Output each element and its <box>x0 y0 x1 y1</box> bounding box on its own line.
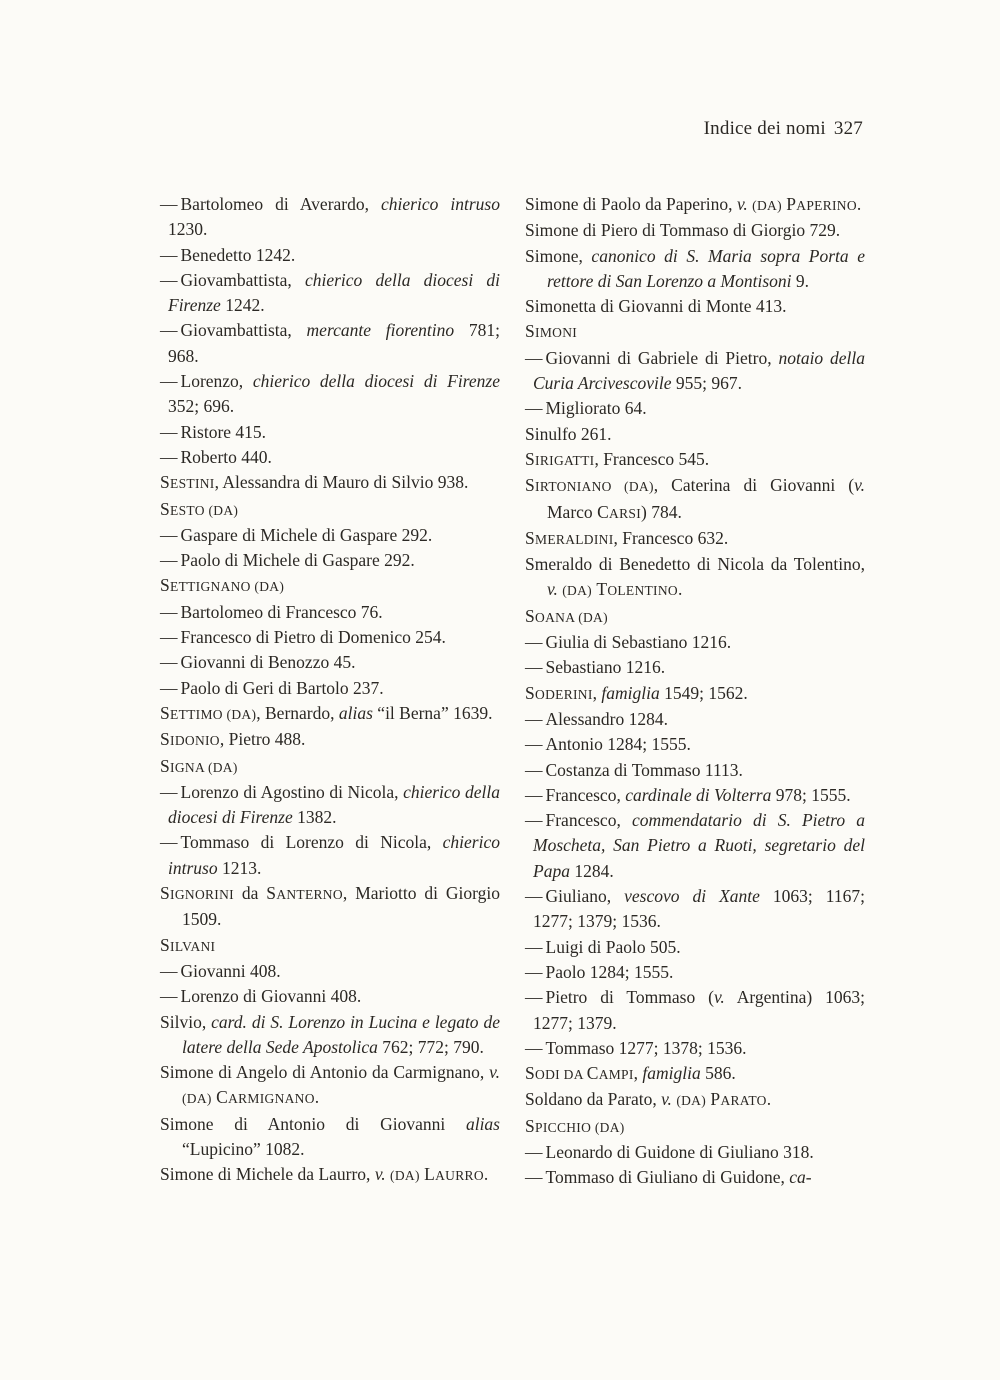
subentry-dash: — <box>160 524 178 545</box>
index-entry <box>525 1061 865 1087</box>
entry-text: SILVANI <box>160 934 216 955</box>
entry-text: Simone di Antonio di Giovanni <box>160 1113 466 1134</box>
subentry-dash: — <box>525 1141 543 1162</box>
subentry-dash: — <box>160 986 178 1007</box>
subentry-dash: — <box>525 1037 543 1058</box>
index-subentry <box>160 830 500 881</box>
index-subentry <box>525 346 865 397</box>
index-entry <box>525 218 865 243</box>
entry-text: 781; 968. <box>168 320 500 366</box>
entry-text: commendatario di S. Pietro a Moscheta, San Pietro a Ruoti, segretario del Papa <box>533 810 865 881</box>
index-subentry <box>525 630 865 655</box>
entry-text: , <box>592 682 602 703</box>
header-title: Indice dei nomi <box>703 118 826 139</box>
entry-text: v. <box>713 987 725 1008</box>
entry-text: Benedetto 1242. <box>180 244 296 265</box>
entry-text: , <box>633 1063 643 1084</box>
entry-text: SANTERNO <box>266 883 343 904</box>
index-subentry <box>160 780 500 831</box>
index-subentry <box>525 985 865 1036</box>
entry-text: Paolo di Michele di Gaspare 292. <box>180 550 415 571</box>
index-subentry <box>160 192 500 243</box>
index-subentry <box>160 243 500 268</box>
entry-text: SIRTONIANO (DA) <box>525 475 654 496</box>
index-entry <box>525 192 865 218</box>
entry-text: SODI DA CAMPI <box>525 1063 634 1084</box>
index-entry <box>160 573 500 599</box>
subentry-dash: — <box>160 677 178 698</box>
index-column-left <box>160 192 500 1189</box>
subentry-dash: — <box>525 398 543 419</box>
index-subentry <box>160 548 500 573</box>
entry-text: v. <box>661 1089 672 1110</box>
entry-text: Soldano da Parato, <box>525 1089 662 1110</box>
index-entry <box>160 1112 500 1163</box>
subentry-dash: — <box>160 781 178 802</box>
entry-text: SETTIMO (DA) <box>160 702 257 723</box>
entry-text: , Alessandra di Mauro di Silvio 938. <box>214 472 469 493</box>
index-entry <box>525 1114 865 1140</box>
entry-text: (DA) <box>182 1091 212 1107</box>
index-entry <box>160 933 500 959</box>
entry-text: Paolo 1284; 1555. <box>545 961 674 982</box>
entry-text: Lorenzo di Giovanni 408. <box>180 986 362 1007</box>
subentry-dash: — <box>160 446 178 467</box>
subentry-dash: — <box>525 708 543 729</box>
index-entry <box>525 604 865 630</box>
entry-text: v. <box>374 1164 386 1185</box>
entry-text: 1549; 1562. <box>659 682 748 703</box>
entry-text: (DA) <box>562 583 592 599</box>
page-number: 327 <box>833 118 863 139</box>
entry-text: Alessandro 1284. <box>545 708 668 729</box>
index-subentry <box>525 707 865 732</box>
index-column-right <box>525 192 865 1191</box>
entry-text: 1242. <box>220 295 265 316</box>
index-subentry <box>160 676 500 701</box>
entry-text: , Francesco 545. <box>594 448 710 469</box>
entry-text: Simonetta di Giovanni di Monte 413. <box>525 296 787 317</box>
index-subentry <box>160 268 500 319</box>
index-entry <box>160 1010 500 1061</box>
entry-text: Giuliano, <box>545 886 625 907</box>
entry-text: SIDONIO <box>160 729 220 750</box>
subentry-dash: — <box>525 961 543 982</box>
index-subentry <box>525 732 865 757</box>
index-entry <box>160 727 500 753</box>
entry-text: SIGNORINI <box>160 883 234 904</box>
entry-text: 1284. <box>569 860 614 881</box>
subentry-dash: — <box>525 886 543 907</box>
index-entry <box>160 754 500 780</box>
index-subentry <box>525 758 865 783</box>
subentry-dash: — <box>525 936 543 957</box>
subentry-dash: — <box>160 269 178 290</box>
index-entry <box>160 881 500 933</box>
entry-text: Silvio, <box>160 1011 212 1032</box>
entry-text: Giovambattista, <box>180 320 307 341</box>
entry-text: ca- <box>789 1167 812 1188</box>
index-subentry <box>160 959 500 984</box>
entry-text: “Lupicino” 1082. <box>182 1138 305 1159</box>
index-subentry <box>525 960 865 985</box>
entry-text: . <box>483 1164 489 1185</box>
subentry-dash: — <box>160 320 178 341</box>
entry-text: CARMIGNANO <box>216 1087 315 1108</box>
subentry-dash: — <box>525 810 543 831</box>
entry-text: chierico intruso <box>168 832 500 878</box>
entry-text: card. di S. Lorenzo in Lucina e legato de latere della Sede Apostolica <box>182 1011 500 1057</box>
entry-text: SIGNA (DA) <box>160 755 238 776</box>
index-subentry <box>160 650 500 675</box>
index-subentry <box>160 523 500 548</box>
entry-text: da <box>233 883 267 904</box>
entry-text: Roberto 440. <box>180 446 272 467</box>
index-subentry <box>525 396 865 421</box>
entry-text: (DA) <box>752 198 782 213</box>
entry-text: SESTINI <box>160 472 215 493</box>
entry-text: 978; 1555. <box>771 784 851 805</box>
entry-text: 955; 967. <box>671 373 743 394</box>
entry-text: Sinulfo 261. <box>525 423 612 444</box>
entry-text: (DA) <box>676 1093 707 1109</box>
index-entry <box>160 497 500 523</box>
entry-text: Giovambattista, <box>180 269 305 290</box>
index-entry <box>160 470 500 496</box>
subentry-dash: — <box>525 657 543 678</box>
entry-text: chierico della diocesi di Firenze <box>168 269 500 316</box>
index-subentry <box>525 884 865 935</box>
index-entry <box>525 1087 865 1113</box>
entry-text: SOANA (DA) <box>525 605 608 626</box>
entry-text: Gaspare di Michele di Gaspare 292. <box>180 524 433 545</box>
entry-text: . <box>856 194 862 214</box>
entry-text: 9. <box>791 270 810 291</box>
entry-text: SIRIGATTI <box>525 448 595 469</box>
entry-text: canonico di S. Maria sopra Porta e rettore di San Lorenzo a Montisoni <box>547 245 865 291</box>
entry-text: Tommaso di Lorenzo di Nicola, <box>180 832 443 853</box>
index-entry <box>525 422 865 447</box>
index-subentry <box>160 318 500 369</box>
entry-text: mercante fiorentino <box>306 320 455 341</box>
entry-text: Costanza di Tommaso 1113. <box>545 759 743 780</box>
entry-text: LAURRO <box>424 1164 484 1185</box>
entry-text: TOLENTINO <box>596 579 678 600</box>
entry-text: v. <box>854 475 865 496</box>
entry-text: Giulia di Sebastiano 1216. <box>545 632 732 653</box>
subentry-dash: — <box>525 1167 543 1188</box>
index-entry <box>525 681 865 707</box>
index-entry <box>525 244 865 295</box>
index-entry <box>525 447 865 473</box>
entry-text: Giovanni 408. <box>180 960 281 981</box>
entry-text: SESTO (DA) <box>160 498 239 519</box>
entry-text: , Caterina di Giovanni ( <box>653 475 855 496</box>
entry-text: Lorenzo di Agostino di Nicola, <box>180 781 404 802</box>
entry-text: PAPERINO <box>786 194 857 214</box>
entry-text: notaio della Curia Arcivescovile <box>533 347 866 394</box>
entry-text: Francesco di Pietro di Domenico 254. <box>180 627 446 648</box>
entry-text: Smeraldo di Benedetto di Nicola da Tolentino, <box>525 554 865 575</box>
entry-text: . <box>677 579 683 600</box>
index-subentry <box>525 1036 865 1061</box>
index-entry <box>160 1060 500 1112</box>
index-entry <box>525 319 865 345</box>
index-subentry <box>525 1165 865 1190</box>
entry-text: . <box>766 1089 772 1110</box>
entry-text: , Francesco 632. <box>613 527 729 548</box>
index-entry <box>525 526 865 552</box>
subentry-dash: — <box>160 194 178 214</box>
entry-text: Lorenzo, <box>180 371 253 392</box>
entry-text: SPICCHIO (DA) <box>525 1115 625 1136</box>
subentry-dash: — <box>160 652 178 673</box>
entry-text: Ristore 415. <box>180 421 267 442</box>
entry-text: Bartolomeo di Francesco 76. <box>180 601 383 622</box>
entry-text: 1230. <box>168 219 208 240</box>
index-subentry <box>160 369 500 420</box>
entry-text: Antonio 1284; 1555. <box>545 734 691 755</box>
index-subentry <box>525 808 865 884</box>
entry-text: v. <box>547 579 558 600</box>
index-subentry <box>525 1140 865 1165</box>
entry-text: 1213. <box>217 857 262 878</box>
entry-text: Luigi di Paolo 505. <box>545 936 681 957</box>
subentry-dash: — <box>160 421 178 442</box>
subentry-dash: — <box>160 371 178 392</box>
entry-text: . <box>314 1087 320 1108</box>
subentry-dash: — <box>525 987 543 1008</box>
entry-text: Paolo di Geri di Bartolo 237. <box>180 677 384 698</box>
subentry-dash: — <box>160 244 178 265</box>
entry-text: , Pietro 488. <box>219 729 306 750</box>
entry-text: famiglia <box>601 682 660 703</box>
index-subentry <box>525 655 865 680</box>
subentry-dash: — <box>160 601 178 622</box>
entry-text: Pietro di Tommaso ( <box>545 987 714 1008</box>
index-entry <box>525 552 865 604</box>
entry-text: Leonardo di Guidone di Giuliano 318. <box>545 1141 814 1162</box>
entry-text: 586. <box>700 1063 736 1084</box>
entry-text: v. <box>736 194 748 214</box>
entry-text: Tommaso di Giuliano di Guidone, <box>545 1167 790 1188</box>
subentry-dash: — <box>525 632 543 653</box>
entry-text: Marco <box>547 501 598 522</box>
entry-text: chierico della diocesi di Firenze <box>252 371 500 392</box>
entry-text: 762; 772; 790. <box>377 1036 484 1057</box>
subentry-dash: — <box>160 550 178 571</box>
entry-text: Giovanni di Gabriele di Pietro, <box>545 347 779 368</box>
subentry-dash: — <box>160 832 178 853</box>
entry-text: SIMONI <box>525 321 578 342</box>
entry-text: (DA) <box>390 1168 420 1184</box>
subentry-dash: — <box>160 627 178 648</box>
subentry-dash: — <box>525 734 543 755</box>
index-entry <box>525 473 865 526</box>
entry-text: Simone di Michele da Laurro, <box>160 1164 375 1185</box>
index-subentry <box>160 625 500 650</box>
entry-text: Giovanni di Benozzo 45. <box>180 652 356 673</box>
entry-text: Simone di Piero di Tommaso di Giorgio 729. <box>525 220 841 241</box>
entry-text: 352; 696. <box>168 396 235 417</box>
index-entry <box>160 1162 500 1188</box>
index-subentry <box>525 935 865 960</box>
entry-text: cardinale di Volterra <box>625 784 772 805</box>
entry-text: Francesco, <box>545 784 626 805</box>
subentry-dash: — <box>525 784 543 805</box>
entry-text: PARATO <box>710 1089 767 1110</box>
entry-text: Tommaso 1277; 1378; 1536. <box>545 1037 747 1058</box>
entry-text: , Mariotto di Giorgio 1509. <box>182 883 500 930</box>
entry-text: 1382. <box>292 807 337 828</box>
index-subentry <box>160 420 500 445</box>
entry-text: Francesco, <box>545 810 632 831</box>
index-entry <box>525 294 865 319</box>
entry-text: CARSI <box>597 501 642 522</box>
entry-text: chierico della diocesi di Firenze <box>168 781 500 828</box>
entry-text: Simone di Angelo di Antonio da Carmignano, <box>160 1062 490 1083</box>
running-header <box>704 118 863 140</box>
index-subentry <box>160 984 500 1009</box>
entry-text: SETTIGNANO (DA) <box>160 575 285 596</box>
entry-text: SODERINI <box>525 682 593 703</box>
entry-text: , Bernardo, <box>256 702 339 723</box>
index-subentry <box>525 783 865 808</box>
index-subentry <box>160 600 500 625</box>
entry-text: Bartolomeo di Averardo, <box>180 194 382 214</box>
subentry-dash: — <box>525 759 543 780</box>
subentry-dash: — <box>160 960 178 981</box>
entry-text: alias <box>465 1113 500 1134</box>
entry-text: Migliorato 64. <box>545 398 647 419</box>
entry-text: alias <box>338 702 373 723</box>
subentry-dash: — <box>525 347 543 368</box>
index-entry <box>160 701 500 727</box>
entry-text: Argentina) 1063; 1277; 1379. <box>533 987 865 1033</box>
entry-text: vescovo di Xante <box>624 886 760 907</box>
entry-text: v. <box>489 1062 500 1083</box>
index-subentry <box>160 445 500 470</box>
entry-text: famiglia <box>642 1063 701 1084</box>
entry-text: SMERALDINI <box>525 527 614 548</box>
entry-text: Simone, <box>525 245 592 266</box>
entry-text: Simone di Paolo da Paperino, <box>525 194 737 214</box>
entry-text: 1063; 1167; 1277; 1379; 1536. <box>533 886 866 932</box>
entry-text: “il Berna” 1639. <box>372 702 493 723</box>
entry-text: chierico intruso <box>381 194 500 214</box>
entry-text: Sebastiano 1216. <box>545 657 666 678</box>
entry-text: ) 784. <box>641 501 682 522</box>
